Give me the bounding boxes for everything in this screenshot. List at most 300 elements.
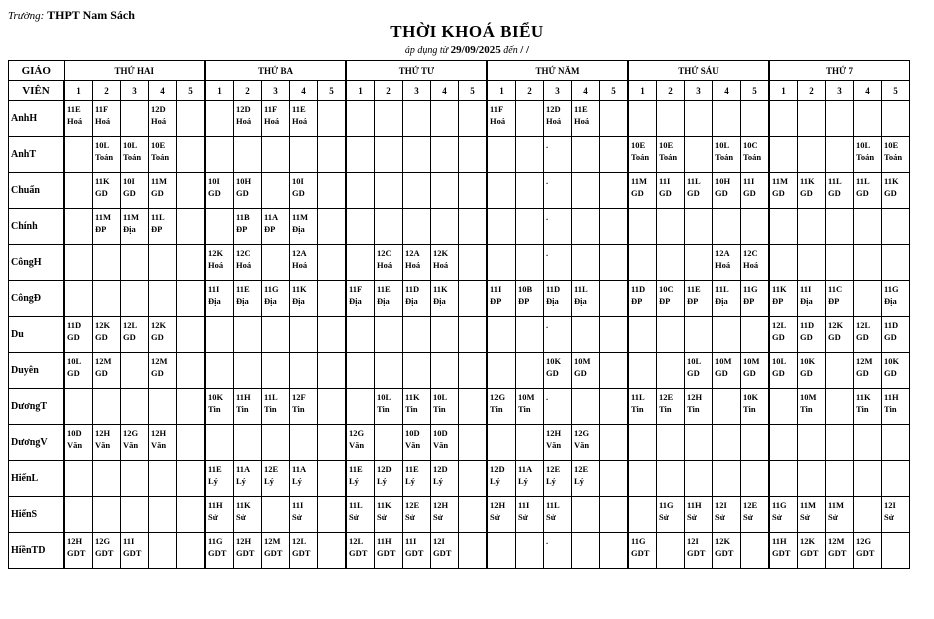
- class-code: .: [546, 536, 549, 546]
- schedule-cell: [149, 209, 177, 245]
- subject-code: GDT: [67, 548, 86, 558]
- table-row: [9, 533, 910, 569]
- class-code: 11H: [208, 500, 223, 510]
- schedule-cell: [93, 209, 121, 245]
- class-code: 12A: [292, 248, 307, 258]
- schedule-cell: [487, 209, 516, 245]
- subject-code: Địa: [546, 296, 559, 306]
- schedule-cell: [403, 425, 431, 461]
- class-code: 10M: [800, 392, 817, 402]
- schedule-cell: [262, 389, 290, 425]
- class-code: 11F: [349, 284, 363, 294]
- subject-code: Hoá: [743, 260, 759, 270]
- subject-code: Toán: [659, 152, 678, 162]
- subject-code: Tin: [856, 404, 869, 414]
- schedule-cell: [516, 173, 544, 209]
- schedule-cell: [459, 173, 488, 209]
- schedule-cell: [741, 281, 770, 317]
- subject-code: Hoá: [236, 116, 252, 126]
- schedule-cell: [121, 317, 149, 353]
- subject-code: Hoá: [433, 260, 449, 270]
- schedule-cell: [177, 101, 206, 137]
- schedule-cell: [459, 101, 488, 137]
- schedule-cell: [798, 461, 826, 497]
- class-code: 12K: [433, 248, 449, 258]
- period-header: 5: [741, 81, 770, 101]
- schedule-cell: [713, 497, 741, 533]
- subject-code: Địa: [292, 224, 305, 234]
- class-code: 11K: [377, 500, 392, 510]
- schedule-cell: [487, 497, 516, 533]
- schedule-cell: [318, 317, 347, 353]
- schedule-cell: [149, 533, 177, 569]
- subject-code: Tin: [433, 404, 446, 414]
- subject-code: Lý: [349, 476, 359, 486]
- class-code: 11E: [208, 464, 222, 474]
- class-code: 10L: [433, 392, 448, 402]
- class-code: 10I: [123, 176, 135, 186]
- subject-code: GD: [856, 332, 869, 342]
- subject-code: Địa: [349, 296, 362, 306]
- schedule-cell: [403, 317, 431, 353]
- class-code: 10H: [236, 176, 252, 186]
- schedule-cell: [459, 137, 488, 173]
- class-code: 12H: [433, 500, 449, 510]
- subject-code: ĐP: [828, 296, 840, 306]
- class-code: 12D: [377, 464, 392, 474]
- class-code: 10I: [208, 176, 220, 186]
- subject-code: Sử: [349, 512, 359, 522]
- schedule-cell: [516, 533, 544, 569]
- school-line: [8, 8, 135, 23]
- schedule-cell: [290, 389, 318, 425]
- schedule-cell: [516, 245, 544, 281]
- schedule-cell: [177, 461, 206, 497]
- subject-code: Tin: [631, 404, 644, 414]
- schedule-cell: [628, 317, 657, 353]
- schedule-cell: [205, 209, 234, 245]
- schedule-cell: [64, 317, 93, 353]
- schedule-cell: [93, 173, 121, 209]
- class-code: 11L: [828, 176, 842, 186]
- schedule-cell: [544, 425, 572, 461]
- class-code: .: [546, 248, 549, 258]
- class-code: 10K: [800, 356, 816, 366]
- schedule-cell: [685, 425, 713, 461]
- subject-code: GD: [151, 368, 164, 378]
- schedule-cell: [628, 533, 657, 569]
- schedule-cell: [487, 173, 516, 209]
- class-code: 12H: [236, 536, 252, 546]
- class-code: 11K: [292, 284, 307, 294]
- class-code: 12H: [95, 428, 111, 438]
- teacher-name: Du: [9, 317, 65, 353]
- class-code: 11K: [884, 176, 899, 186]
- class-code: 11M: [95, 212, 112, 222]
- schedule-cell: [628, 101, 657, 137]
- schedule-cell: [572, 425, 600, 461]
- class-code: 12E: [264, 464, 279, 474]
- schedule-cell: [854, 461, 882, 497]
- class-code: 11E: [377, 284, 391, 294]
- subject-code: GD: [743, 368, 756, 378]
- subject-code: GD: [151, 188, 164, 198]
- class-code: 12A: [715, 248, 730, 258]
- schedule-cell: [459, 389, 488, 425]
- schedule-cell: [628, 425, 657, 461]
- subject-code: GDT: [405, 548, 424, 558]
- schedule-cell: [290, 281, 318, 317]
- schedule-cell: [685, 245, 713, 281]
- subject-code: Hoá: [405, 260, 421, 270]
- schedule-cell: [798, 209, 826, 245]
- schedule-cell: [403, 101, 431, 137]
- subject-code: GD: [743, 188, 756, 198]
- schedule-cell: [628, 461, 657, 497]
- subject-code: GD: [236, 188, 249, 198]
- teacher-name: DươngT: [9, 389, 65, 425]
- schedule-cell: [544, 137, 572, 173]
- schedule-cell: [854, 245, 882, 281]
- teacher-name: CôngĐ: [9, 281, 65, 317]
- schedule-cell: [798, 389, 826, 425]
- schedule-cell: [431, 137, 459, 173]
- schedule-cell: [516, 353, 544, 389]
- class-code: 10E: [884, 140, 899, 150]
- schedule-cell: [234, 137, 262, 173]
- schedule-cell: [544, 173, 572, 209]
- schedule-cell: [149, 461, 177, 497]
- class-code: 11D: [884, 320, 899, 330]
- schedule-cell: [544, 497, 572, 533]
- schedule-cell: [177, 281, 206, 317]
- subject-code: GDT: [433, 548, 452, 558]
- class-code: 12G: [349, 428, 365, 438]
- subject-code: Hoá: [67, 116, 83, 126]
- subject-code: Sử: [743, 512, 753, 522]
- schedule-cell: [572, 281, 600, 317]
- class-code: 12L: [772, 320, 787, 330]
- schedule-cell: [657, 461, 685, 497]
- class-code: 12M: [151, 356, 168, 366]
- subject-code: Tin: [490, 404, 503, 414]
- schedule-cell: [741, 173, 770, 209]
- schedule-cell: [318, 173, 347, 209]
- schedule-cell: [544, 461, 572, 497]
- subject-code: Địa: [884, 296, 897, 306]
- class-code: 11D: [546, 284, 561, 294]
- schedule-cell: [854, 209, 882, 245]
- schedule-cell: [318, 497, 347, 533]
- schedule-cell: [403, 137, 431, 173]
- class-code: 11I: [743, 176, 755, 186]
- schedule-cell: [572, 461, 600, 497]
- class-code: 12L: [856, 320, 871, 330]
- subject-code: Hoá: [264, 116, 280, 126]
- schedule-cell: [854, 173, 882, 209]
- subject-code: GD: [546, 368, 559, 378]
- schedule-cell: [769, 173, 798, 209]
- schedule-cell: [431, 281, 459, 317]
- subject-code: Tin: [377, 404, 390, 414]
- class-code: 11M: [800, 500, 817, 510]
- subject-code: GDT: [236, 548, 255, 558]
- table-row: [9, 461, 910, 497]
- schedule-cell: [854, 137, 882, 173]
- schedule-cell: [64, 137, 93, 173]
- schedule-cell: [516, 317, 544, 353]
- subject-code: Lý: [574, 476, 584, 486]
- class-code: 11M: [123, 212, 140, 222]
- schedule-cell: [346, 173, 375, 209]
- period-header: 3: [262, 81, 290, 101]
- class-code: 12M: [264, 536, 281, 546]
- subject-code: Sử: [884, 512, 894, 522]
- class-code: 11D: [631, 284, 646, 294]
- schedule-cell: [149, 137, 177, 173]
- schedule-cell: [572, 137, 600, 173]
- class-code: 12L: [292, 536, 307, 546]
- schedule-cell: [375, 461, 403, 497]
- subject-code: Sử: [715, 512, 725, 522]
- schedule-cell: [741, 137, 770, 173]
- subject-code: Hoá: [546, 116, 562, 126]
- schedule-cell: [375, 533, 403, 569]
- subject-code: Toán: [631, 152, 650, 162]
- class-code: 10L: [687, 356, 702, 366]
- subject-code: Văn: [546, 440, 562, 450]
- class-code: 10M: [743, 356, 760, 366]
- schedule-cell: [572, 497, 600, 533]
- class-code: 11E: [236, 284, 250, 294]
- subject-code: GD: [856, 188, 869, 198]
- subject-code: GD: [772, 368, 785, 378]
- schedule-cell: [93, 461, 121, 497]
- class-code: 11A: [518, 464, 533, 474]
- period-header: 4: [149, 81, 177, 101]
- schedule-cell: [149, 173, 177, 209]
- schedule-cell: [262, 209, 290, 245]
- subject-code: ĐP: [490, 296, 502, 306]
- schedule-cell: [177, 137, 206, 173]
- subject-code: Tin: [208, 404, 221, 414]
- class-code: 12L: [349, 536, 364, 546]
- schedule-cell: [262, 317, 290, 353]
- class-code: 12G: [574, 428, 590, 438]
- class-code: 12I: [687, 536, 699, 546]
- class-code: 10H: [715, 176, 731, 186]
- schedule-cell: [826, 425, 854, 461]
- table-row: [9, 209, 910, 245]
- class-code: 12K: [95, 320, 111, 330]
- schedule-cell: [516, 209, 544, 245]
- subject-code: Lý: [490, 476, 500, 486]
- schedule-cell: [64, 389, 93, 425]
- class-code: 12C: [236, 248, 251, 258]
- schedule-cell: [713, 245, 741, 281]
- schedule-cell: [882, 389, 910, 425]
- schedule-cell: [769, 533, 798, 569]
- schedule-cell: [600, 389, 629, 425]
- subject-code: Sử: [828, 512, 838, 522]
- subject-code: Văn: [123, 440, 139, 450]
- page-title: THỜI KHOÁ BIỂU: [390, 22, 544, 41]
- teacher-name: DươngV: [9, 425, 65, 461]
- schedule-cell: [685, 353, 713, 389]
- schedule-cell: [234, 173, 262, 209]
- schedule-cell: [64, 533, 93, 569]
- teacher-name: CôngH: [9, 245, 65, 281]
- schedule-cell: [290, 101, 318, 137]
- schedule-cell: [262, 101, 290, 137]
- class-code: 11F: [95, 104, 109, 114]
- schedule-cell: [826, 209, 854, 245]
- schedule-cell: [234, 101, 262, 137]
- subject-code: GD: [772, 188, 785, 198]
- schedule-cell: [826, 137, 854, 173]
- schedule-cell: [769, 245, 798, 281]
- subject-code: ĐP: [95, 224, 107, 234]
- schedule-cell: [600, 173, 629, 209]
- schedule-cell: [346, 533, 375, 569]
- period-header: 4: [431, 81, 459, 101]
- schedule-cell: [798, 353, 826, 389]
- schedule-cell: [713, 281, 741, 317]
- schedule-cell: [713, 353, 741, 389]
- schedule-cell: [826, 389, 854, 425]
- schedule-cell: [93, 245, 121, 281]
- subject-code: Văn: [433, 440, 449, 450]
- schedule-cell: [769, 461, 798, 497]
- subject-code: GD: [800, 188, 813, 198]
- schedule-cell: [741, 389, 770, 425]
- class-code: .: [546, 212, 549, 222]
- class-code: .: [546, 140, 549, 150]
- applied-label: áp dụng từ: [404, 45, 449, 56]
- class-code: 11M: [151, 176, 168, 186]
- schedule-cell: [346, 281, 375, 317]
- class-code: 12D: [433, 464, 448, 474]
- class-code: 12I: [884, 500, 896, 510]
- schedule-cell: [544, 317, 572, 353]
- schedule-cell: [882, 425, 910, 461]
- schedule-cell: [177, 317, 206, 353]
- period-header: 3: [826, 81, 854, 101]
- schedule-cell: [628, 173, 657, 209]
- class-code: 12M: [95, 356, 112, 366]
- period-header: 3: [121, 81, 149, 101]
- table-row: [9, 317, 910, 353]
- schedule-cell: [93, 497, 121, 533]
- schedule-cell: [516, 101, 544, 137]
- schedule-cell: [544, 389, 572, 425]
- schedule-cell: [431, 317, 459, 353]
- subject-code: GD: [574, 368, 587, 378]
- schedule-cell: [177, 497, 206, 533]
- schedule-cell: [121, 281, 149, 317]
- subject-code: GD: [715, 368, 728, 378]
- schedule-cell: [544, 209, 572, 245]
- schedule-cell: [600, 317, 629, 353]
- class-code: 12H: [490, 500, 506, 510]
- teacher-name: HiếnL: [9, 461, 65, 497]
- schedule-cell: [290, 173, 318, 209]
- subject-code: Hoá: [574, 116, 590, 126]
- subject-code: Toán: [151, 152, 170, 162]
- teacher-name: Duyên: [9, 353, 65, 389]
- class-code: 11I: [292, 500, 304, 510]
- subject-code: Sử: [292, 512, 302, 522]
- schedule-cell: [121, 209, 149, 245]
- schedule-cell: [487, 353, 516, 389]
- class-code: 11F: [264, 104, 278, 114]
- schedule-cell: [121, 173, 149, 209]
- schedule-cell: [826, 497, 854, 533]
- subject-code: GDT: [856, 548, 875, 558]
- schedule-cell: [798, 317, 826, 353]
- schedule-cell: [403, 209, 431, 245]
- schedule-cell: [459, 497, 488, 533]
- schedule-cell: [346, 209, 375, 245]
- teacher-name: AnhT: [9, 137, 65, 173]
- schedule-cell: [769, 101, 798, 137]
- schedule-cell: [657, 533, 685, 569]
- subject-code: Toán: [856, 152, 875, 162]
- subject-code: Địa: [236, 296, 249, 306]
- subject-code: Sử: [772, 512, 782, 522]
- subject-code: ĐP: [236, 224, 248, 234]
- subject-code: Toán: [123, 152, 142, 162]
- class-code: 12L: [123, 320, 138, 330]
- period-header: 2: [657, 81, 685, 101]
- subject-code: Tin: [518, 404, 531, 414]
- subject-code: Địa: [208, 296, 221, 306]
- class-code: 10L: [715, 140, 730, 150]
- schedule-cell: [177, 533, 206, 569]
- subject-code: Tin: [405, 404, 418, 414]
- schedule-cell: [657, 101, 685, 137]
- schedule-cell: [798, 425, 826, 461]
- subject-code: Sử: [377, 512, 387, 522]
- schedule-cell: [318, 245, 347, 281]
- class-code: 10M: [715, 356, 732, 366]
- schedule-cell: [262, 461, 290, 497]
- schedule-cell: [375, 497, 403, 533]
- schedule-cell: [262, 353, 290, 389]
- schedule-cell: [346, 461, 375, 497]
- schedule-cell: [93, 389, 121, 425]
- schedule-cell: [854, 353, 882, 389]
- schedule-cell: [346, 101, 375, 137]
- schedule-cell: [459, 245, 488, 281]
- subject-code: Tin: [800, 404, 813, 414]
- schedule-cell: [234, 245, 262, 281]
- schedule-cell: [713, 209, 741, 245]
- schedule-cell: [657, 281, 685, 317]
- class-code: .: [546, 320, 549, 330]
- schedule-cell: [600, 497, 629, 533]
- schedule-cell: [375, 209, 403, 245]
- subject-code: Hoá: [208, 260, 224, 270]
- teacher-name: Chính: [9, 209, 65, 245]
- subject-code: GDT: [715, 548, 734, 558]
- class-code: 12G: [95, 536, 111, 546]
- subject-code: Sử: [659, 512, 669, 522]
- schedule-cell: [685, 389, 713, 425]
- class-code: 11E: [67, 104, 81, 114]
- subject-code: Sử: [433, 512, 443, 522]
- subject-code: ĐP: [772, 296, 784, 306]
